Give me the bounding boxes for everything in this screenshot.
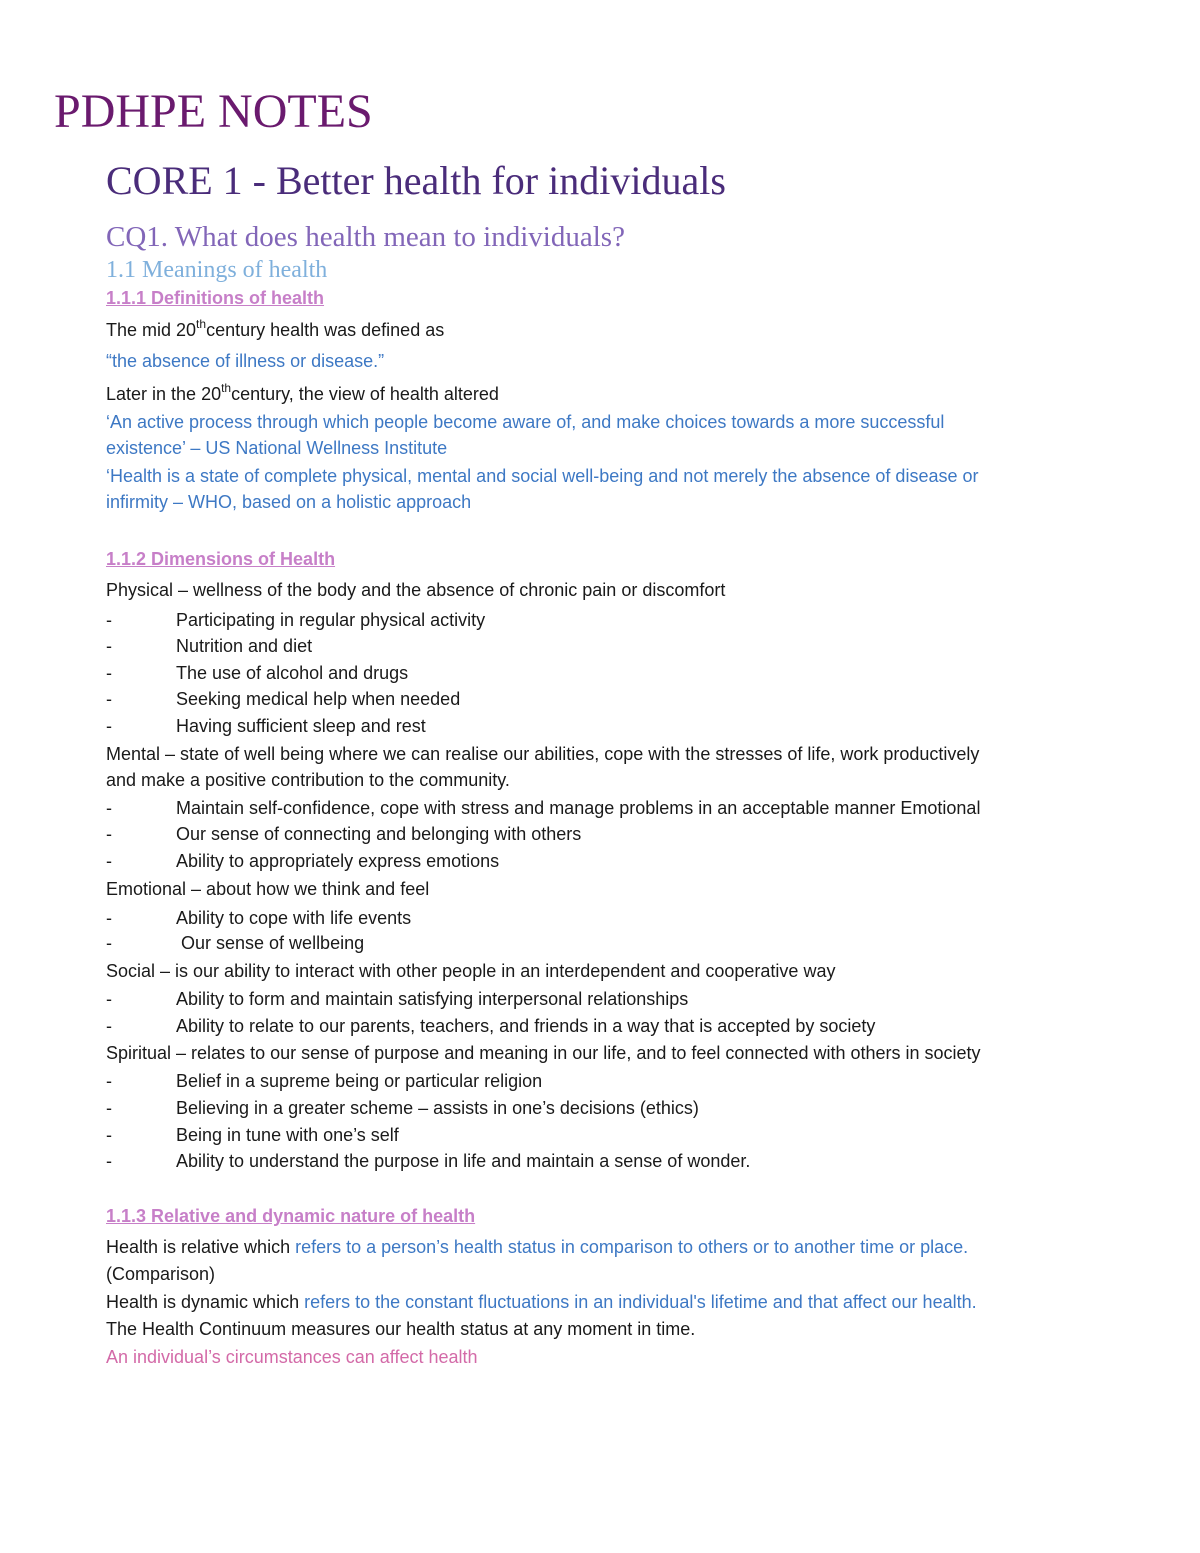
list-item: Seeking medical help when needed [176, 689, 461, 709]
paragraph-mid-century: The mid 20thcentury health was defined as [106, 317, 445, 340]
paragraph-circumstances: An individual’s circumstances can affect health [106, 1347, 478, 1367]
list-item: Our sense of wellbeing [176, 933, 365, 953]
paragraph-later-century: Later in the 20thcentury, the view of health altered [106, 381, 499, 404]
dimension-spiritual: Spiritual – relates to our sense of purpose and meaning in our life, and to feel connected with others in society [106, 1043, 981, 1063]
dimension-social: Social – is our ability to interact with other people in an interdependent and cooperative way [106, 961, 836, 981]
bullet-dash: - [106, 716, 112, 736]
dimension-mental: Mental – state of well being where we can realise our abilities, cope with the stresses of life, work productively [106, 744, 980, 764]
subsection-heading-dimensions: 1.1.2 Dimensions of Health [106, 549, 336, 569]
list-item: Being in tune with one’s self [176, 1125, 399, 1145]
core-heading: CORE 1 - Better health for individuals [106, 158, 726, 203]
paragraph-comparison: (Comparison) [106, 1264, 216, 1284]
bullet-dash: - [106, 689, 112, 709]
list-item: Participating in regular physical activity [176, 610, 486, 630]
dimension-physical: Physical – wellness of the body and the absence of chronic pain or discomfort [106, 580, 726, 600]
quote-who: ‘Health is a state of complete physical, mental and social well-being and not merely the absence of disease or [106, 466, 979, 486]
bullet-dash: - [106, 989, 112, 1009]
bullet-dash: - [106, 798, 112, 818]
list-item: Having sufficient sleep and rest [176, 716, 426, 736]
list-item: Belief in a supreme being or particular religion [176, 1071, 543, 1091]
list-item: Ability to understand the purpose in life and maintain a sense of wonder. [176, 1151, 751, 1171]
bullet-dash: - [106, 1151, 112, 1171]
list-item: The use of alcohol and drugs [176, 663, 409, 683]
document-title: PDHPE NOTES [54, 85, 373, 138]
list-item: Ability to appropriately express emotions [176, 851, 500, 871]
bullet-dash: - [106, 1016, 112, 1036]
list-item: Ability to cope with life events [176, 908, 412, 928]
bullet-dash: - [106, 1098, 112, 1118]
paragraph-relative: Health is relative which refers to a person’s health status in comparison to others or to another time or place. [106, 1237, 969, 1257]
dimension-mental-cont: and make a positive contribution to the community. [106, 770, 510, 790]
bullet-dash: - [106, 851, 112, 871]
bullet-dash: - [106, 933, 112, 953]
bullet-dash: - [106, 1125, 112, 1145]
quote-absence-illness: “the absence of illness or disease.” [106, 351, 385, 371]
bullet-dash: - [106, 908, 112, 928]
list-item: Maintain self-confidence, cope with stress and manage problems in an acceptable manner Emotional [176, 798, 981, 818]
bullet-dash: - [106, 663, 112, 683]
list-item: Our sense of connecting and belonging with others [176, 824, 582, 844]
quote-who-cont: infirmity – WHO, based on a holistic approach [106, 492, 472, 512]
list-item: Ability to form and maintain satisfying interpersonal relationships [176, 989, 689, 1009]
bullet-dash: - [106, 1071, 112, 1091]
subsection-heading-definitions: 1.1.1 Definitions of health [106, 288, 325, 308]
subsection-heading-relative-dynamic: 1.1.3 Relative and dynamic nature of health [106, 1206, 476, 1226]
bullet-dash: - [106, 610, 112, 630]
section-heading: 1.1 Meanings of health [106, 257, 328, 283]
dimension-emotional: Emotional – about how we think and feel [106, 879, 430, 899]
bullet-dash: - [106, 824, 112, 844]
quote-wellness-institute-cont: existence’ – US National Wellness Institute [106, 438, 448, 458]
quote-wellness-institute: ‘An active process through which people become aware of, and make choices towards a more successful [106, 412, 945, 432]
paragraph-health-continuum: The Health Continuum measures our health status at any moment in time. [106, 1319, 696, 1339]
bullet-dash: - [106, 636, 112, 656]
list-item: Ability to relate to our parents, teachers, and friends in a way that is accepted by society [176, 1016, 876, 1036]
paragraph-dynamic: Health is dynamic which refers to the constant fluctuations in an individual's lifetime and that affect our health. [106, 1292, 977, 1312]
list-item: Believing in a greater scheme – assists in one’s decisions (ethics) [176, 1098, 699, 1118]
list-item: Nutrition and diet [176, 636, 313, 656]
cq-heading: CQ1. What does health mean to individuals? [106, 221, 625, 253]
